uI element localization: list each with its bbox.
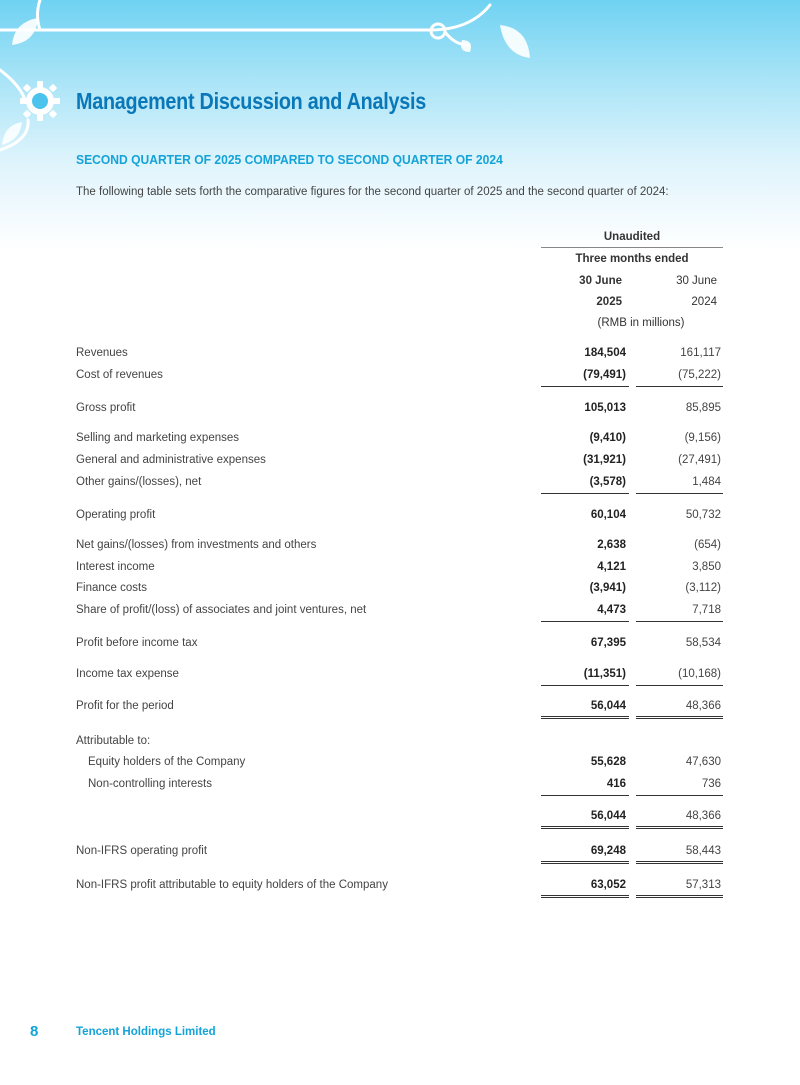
row-label: Revenues [76,347,128,359]
prior-value: (9,156) [684,432,721,444]
current-value: (9,410) [589,432,626,444]
total-double-rule [541,826,629,829]
current-value: 2,638 [597,539,626,551]
prior-value: 736 [701,778,721,790]
subtotal-rule [636,386,723,387]
row-label: Finance costs [76,582,147,594]
row-label: Selling and marketing expenses [76,432,240,444]
row-label: Interest income [76,561,155,573]
leaf-icon [461,40,471,52]
total-double-rule [541,861,629,864]
subtotal-rule [541,621,629,622]
current-value: 4,121 [597,561,626,573]
row-label: Net gains/(losses) from investments and others [76,539,317,551]
prior-value: (27,491) [678,454,721,466]
prior-value: 7,718 [692,604,721,616]
row-label: Attributable to: [76,735,151,747]
row-label: Profit before income tax [76,637,198,649]
prior-value: 48,366 [685,700,721,712]
period-header: Three months ended [575,253,689,265]
vine-decoration [0,0,800,160]
prior-value: 50,732 [685,509,721,521]
total-double-rule [636,826,723,829]
subtotal-rule [636,795,723,796]
row-label: Gross profit [76,402,136,414]
subtotal-rule [636,493,723,494]
total-double-rule [636,895,723,898]
prior-value: (654) [694,539,721,551]
row-label: Non-IFRS operating profit [76,845,208,857]
leaf-icon [500,25,530,58]
row-label: Share of profit/(loss) of associates and joint ventures, net [76,604,367,616]
current-value: 416 [606,778,626,790]
units-header: (RMB in millions) [597,317,685,329]
subtotal-rule [636,685,723,686]
intro-text: The following table sets forth the comparative figures for the second quarter of 2025 and the second quarter of 2024: [76,186,669,198]
row-label: Income tax expense [76,668,179,680]
page-number: 8 [30,1023,39,1040]
subtotal-rule [541,685,629,686]
prior-value: 58,534 [685,637,721,649]
gear-icon [20,81,60,121]
row-label: Non-IFRS profit attributable to equity holders of the Company [76,879,388,891]
subtotal-rule [636,621,723,622]
current-year-header: 2025 [596,296,622,308]
subtotal-rule [541,795,629,796]
prior-value: 48,366 [685,810,721,822]
current-value: 56,044 [590,810,626,822]
prior-value: 1,484 [692,476,721,488]
current-value: (79,491) [583,369,626,381]
current-value: 4,473 [597,604,626,616]
prior-value: 3,850 [692,561,721,573]
row-label: Equity holders of the Company [88,756,246,768]
subtotal-rule [541,493,629,494]
row-label: Cost of revenues [76,369,163,381]
current-value: (31,921) [583,454,626,466]
prior-value: (3,112) [685,582,721,594]
row-label: General and administrative expenses [76,454,266,466]
prior-year-header: 2024 [691,296,717,308]
header-rule [541,247,723,248]
current-value: 67,395 [590,637,626,649]
total-double-rule [636,861,723,864]
total-double-rule [541,716,629,719]
prior-value: 161,117 [680,347,721,359]
total-double-rule [541,895,629,898]
current-value: 55,628 [590,756,626,768]
prior-value: 57,313 [685,879,721,891]
current-value: 63,052 [590,879,626,891]
subtotal-rule [541,386,629,387]
current-date-header: 30 June [579,275,622,287]
row-label: Profit for the period [76,700,174,712]
prior-value: (75,222) [678,369,721,381]
unaudited-header: Unaudited [603,231,661,243]
prior-value: 85,895 [685,402,721,414]
section-heading: SECOND QUARTER OF 2025 COMPARED TO SECOND QUARTER OF 2024 [76,152,503,167]
current-value: 56,044 [590,700,626,712]
row-label: Operating profit [76,509,156,521]
prior-value: (10,168) [678,668,721,680]
current-value: (3,578) [589,476,626,488]
page-title: Management Discussion and Analysis [76,88,426,114]
prior-value: 47,630 [685,756,721,768]
current-value: 60,104 [590,509,626,521]
prior-value: 58,443 [685,845,721,857]
current-value: 184,504 [584,347,626,359]
current-value: 105,013 [584,402,626,414]
row-label: Other gains/(losses), net [76,476,202,488]
current-value: 69,248 [590,845,626,857]
current-value: (11,351) [583,668,626,680]
current-value: (3,941) [589,582,626,594]
company-name: Tencent Holdings Limited [76,1026,216,1038]
row-label: Non-controlling interests [88,778,213,790]
prior-date-header: 30 June [676,275,717,287]
total-double-rule [636,716,723,719]
